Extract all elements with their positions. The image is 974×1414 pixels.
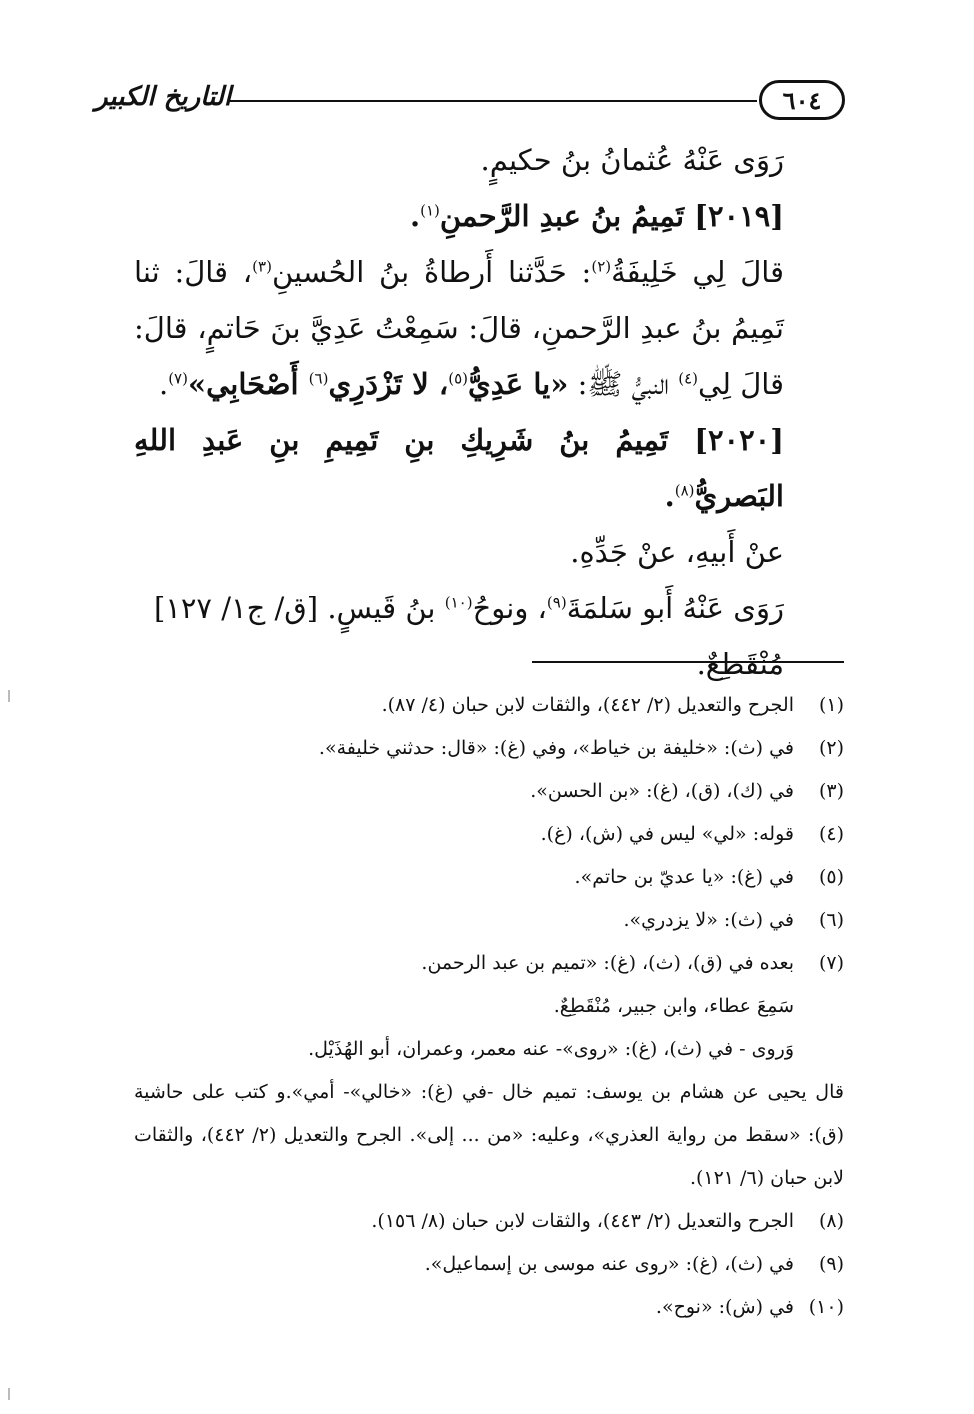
- footnote-separator: [532, 661, 844, 663]
- scan-mark: [8, 690, 10, 702]
- footnote-7-paragraph: قال يحيى عن هشام بن يوسف: تميم خال -في (غ): «خالي»- أمي».و كتب على حاشية (ق): «سقط من رواية العذري»، وعليه: «من ... إلى». الجرح والتعديل (٢/ ٤٤٢)، والثقات لابن حبان (٦/ ١٢١).: [134, 1081, 844, 1189]
- footnote-marker: (٨): [674, 481, 695, 500]
- text-paragraph: قالَ لِي خَلِيفَةُ$^{(٢)}$: حَدَّثنا أَرطاةُ بنُ الحُسينِ$^{(٣)}$، قالَ: ثنا تَمِيمُ بنُ عبدِ الرَّحمنِ، قالَ: سَمِعْتُ عَدِيَّ بنَ حَاتمٍ، قالَ: قالَ لِي$^{(٤)}$ النبيُّ ﷺ: «يا عَدِيُّ$^{(٥)}$، لا تَزْدَرِي$^{(٦)}$ أَصْحَابِي»$^{(٧)}$.: [134, 255, 784, 401]
- footnote-marker: (١٠): [444, 593, 473, 612]
- footnote-marker: (٩): [546, 593, 567, 612]
- entry-heading-2019: [٢٠١٩] تَمِيمُ بنُ عبدِ الرَّحمنِ$^{(١)}$.: [409, 199, 784, 233]
- footnote-marker: (٧): [168, 369, 188, 388]
- footnote-2: (٢) في (ث): «خليفة بن خياط»، وفي (غ): «قال: حدثني خليفة».: [318, 737, 844, 759]
- text-line: مُنْقَطِعٌ.: [696, 647, 784, 681]
- footnotes: [134, 684, 844, 1329]
- footnote-marker: (٦): [308, 369, 329, 388]
- footnote-marker: (٣): [252, 257, 272, 276]
- footnote-3: (٣) في (ك)، (ق)، (غ): «بن الحسن».: [530, 780, 844, 802]
- text-line: عنْ أَبيهِ، عنْ جَدِّهِ.: [570, 535, 784, 569]
- footnote-7: (٧) بعده في (ق)، (ث)، (غ): «تميم بن عبد الرحمن.: [421, 952, 844, 974]
- book-title: التاريخ الكبير: [95, 82, 232, 112]
- text-line: رَوَى عَنْهُ عُثمانُ بنُ حكيمٍ.: [480, 143, 784, 177]
- main-text: [134, 132, 844, 692]
- footnote-7-line: سَمِعَ عطاء، وابن جبير، مُنْقَطِعٌ.: [553, 995, 794, 1017]
- footnote-4: (٤) قوله: «لي» ليس في (ش)، (غ).: [540, 823, 844, 845]
- page-number: ٦٠٤: [759, 80, 845, 120]
- footnote-7-line: وَروى - في (ث)، (غ): «روى»- عنه معمر، وعمران، أبو الهُذَيْل.: [308, 1038, 794, 1060]
- footnote-marker: (٢): [591, 257, 612, 276]
- footnote-marker: (٤): [678, 369, 698, 388]
- page-header: [95, 80, 845, 126]
- header-rule: [230, 100, 757, 102]
- footnote-5: (٥) في (غ): «يا عديّ بن حاتم».: [574, 866, 844, 888]
- footnote-10: (١٠) في (ش): «نوح».: [655, 1296, 844, 1318]
- footnote-marker: (١): [420, 201, 440, 220]
- footnote-9: (٩) في (ث)، (غ): «روى عنه موسى بن إسماعيل».: [424, 1253, 844, 1275]
- footnote-8: (٨) الجرح والتعديل (٢/ ٤٤٣)، والثقات لابن حبان (٨/ ١٥٦).: [371, 1210, 844, 1232]
- scan-mark: [8, 1388, 10, 1400]
- text-line: رَوَى عَنْهُ أَبو سَلمَةَ$^{(٩)}$، ونوحُ$^{(١٠)}$ بنُ قَيسٍ. [ق/ ج١/ ١٢٧]: [153, 591, 784, 625]
- footnote-6: (٦) في (ث): «لا يزدري».: [623, 909, 844, 931]
- footnote-1: (١) الجرح والتعديل (٢/ ٤٤٢)، والثقات لابن حبان (٤/ ٨٧).: [381, 694, 844, 716]
- footnote-marker: (٥): [448, 369, 469, 388]
- entry-heading-2020: [٢٠٢٠] تَمِيمُ بنُ شَرِيكِ بنِ تَمِيمِ بنِ عَبدِ اللهِ البَصريُّ$^{(٨)}$.: [134, 423, 784, 513]
